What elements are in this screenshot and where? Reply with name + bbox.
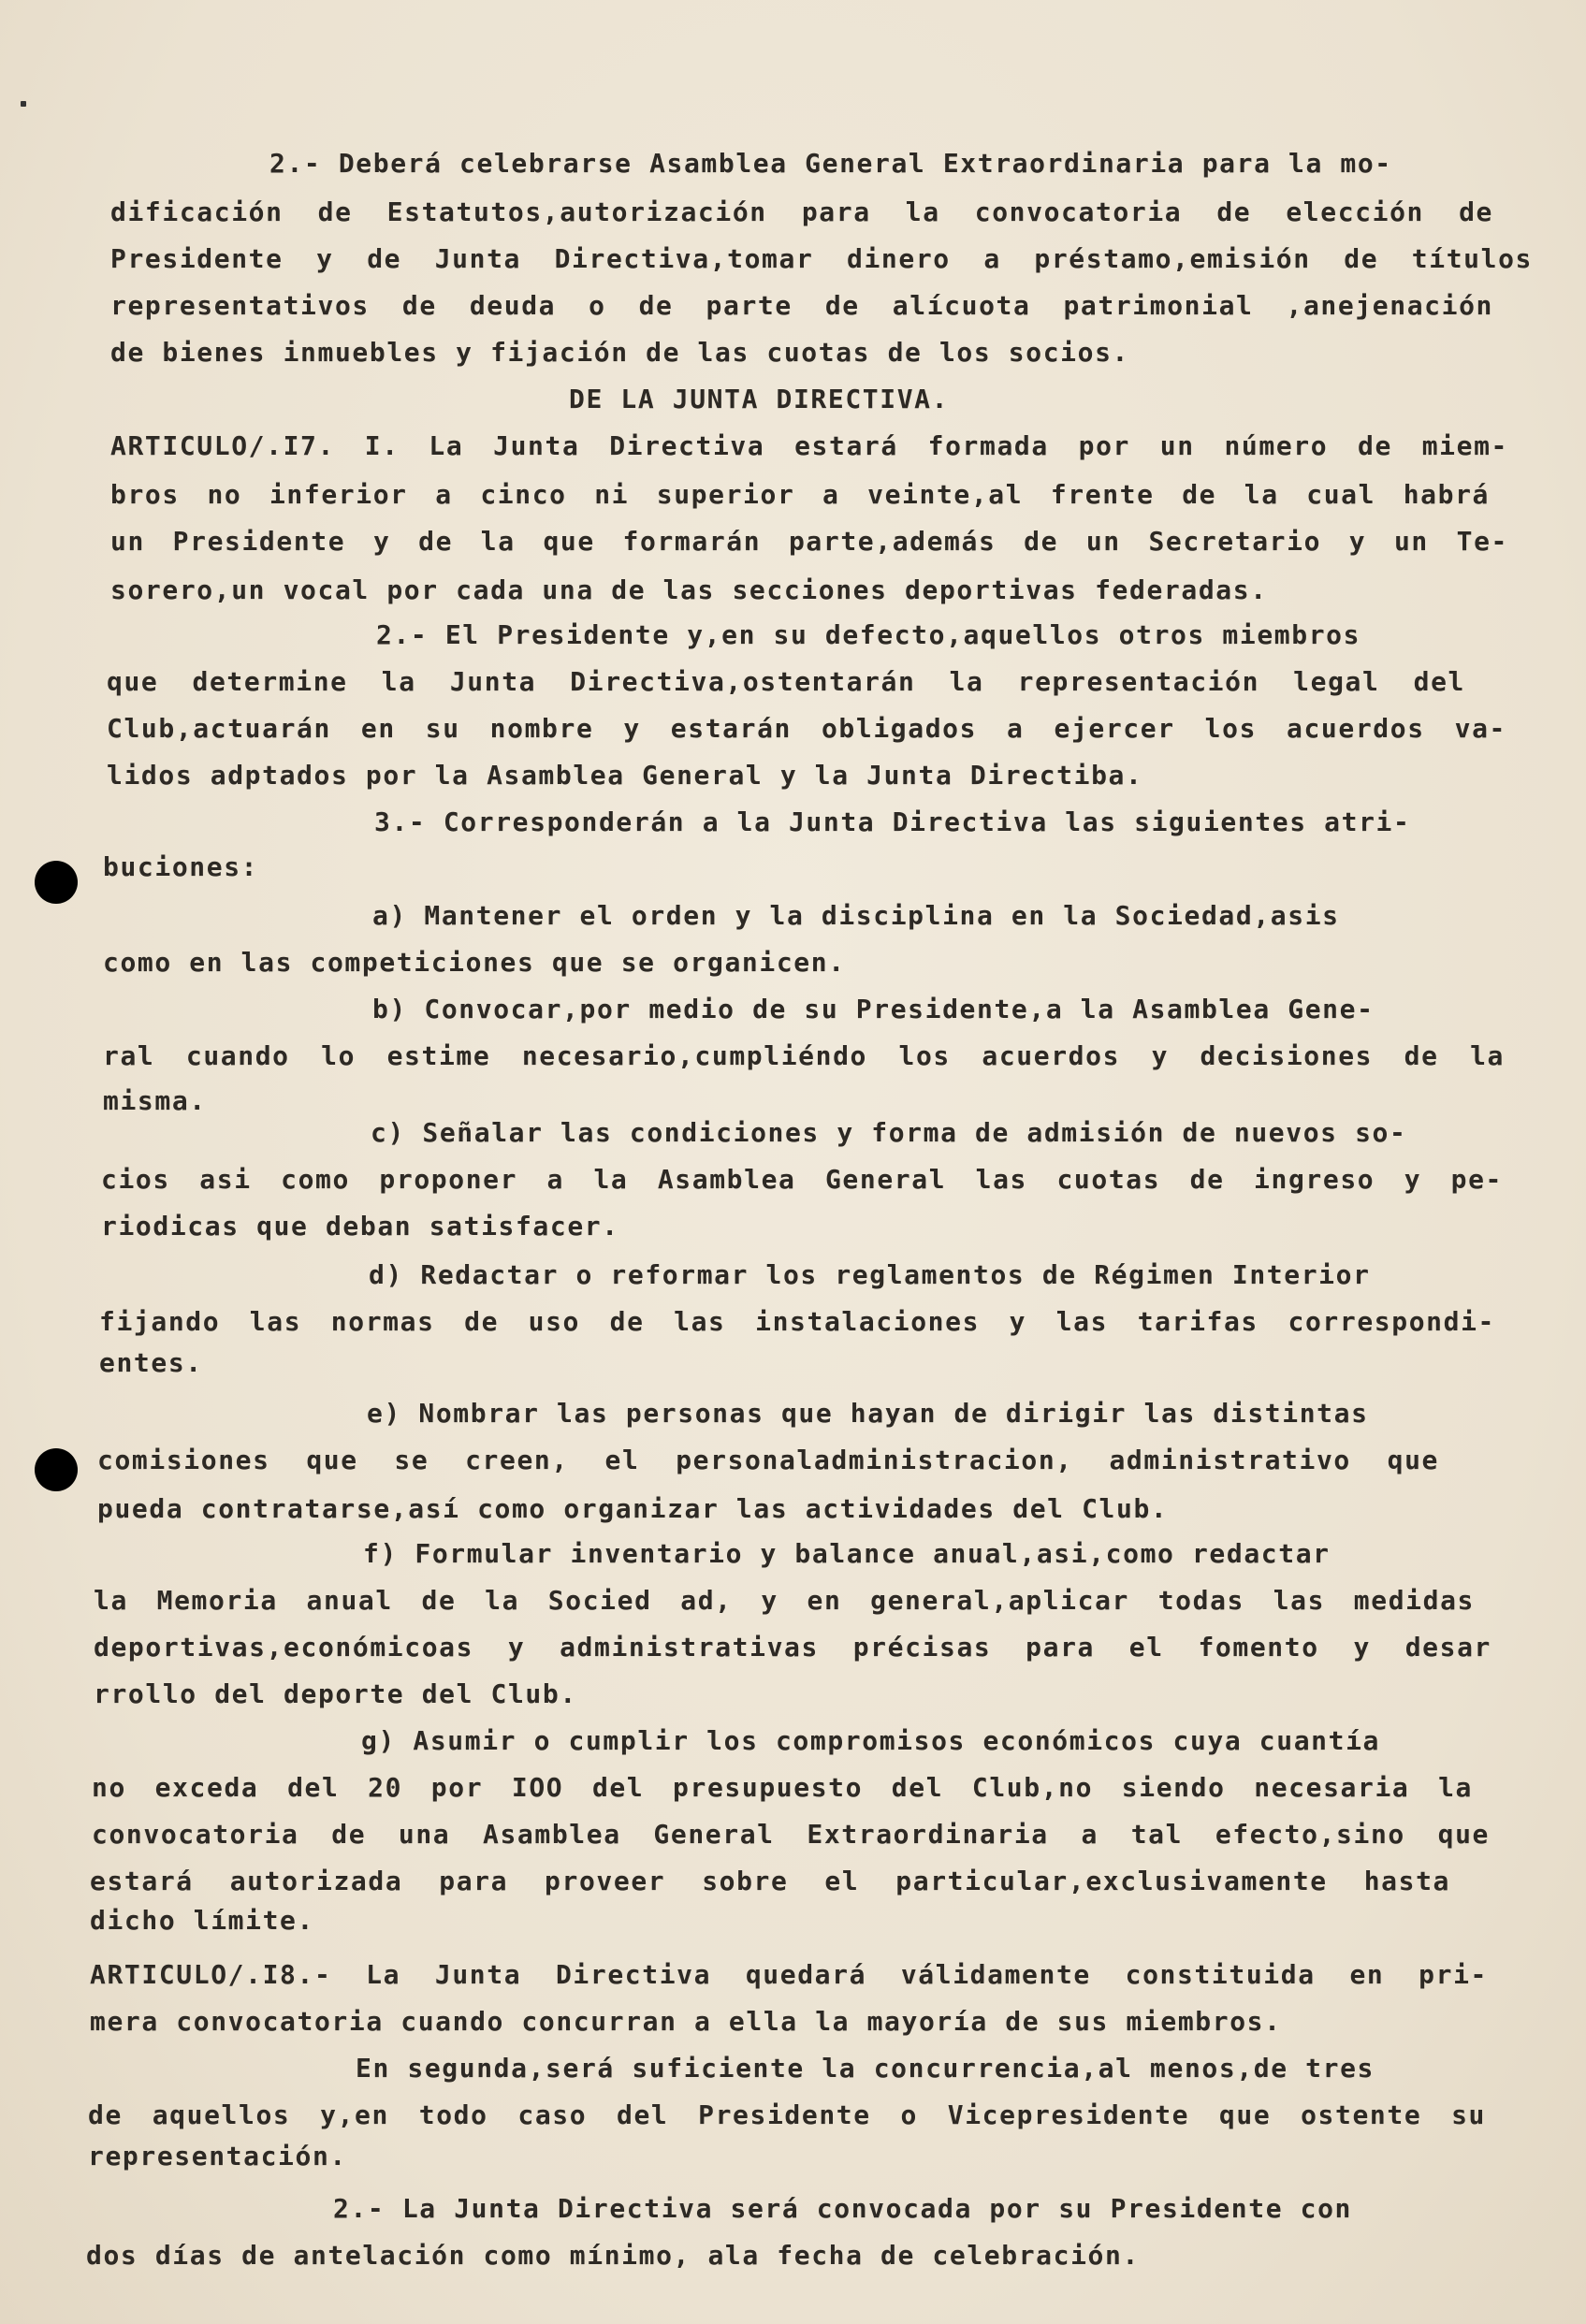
text-line: En segunda,será suficiente la concurrencia,al menos,de tres bbox=[356, 2053, 1375, 2084]
speck-mark bbox=[21, 101, 26, 107]
punch-hole-upper bbox=[35, 861, 78, 904]
text-line: deportivas,económicoas y administrativas précisas para el fomento y desar bbox=[94, 1632, 1491, 1663]
text-line: 2.- La Junta Directiva será convocada por su Presidente con bbox=[333, 2193, 1352, 2224]
text-line: g) Asumir o cumplir los compromisos económicos cuya cuantía bbox=[361, 1725, 1380, 1756]
text-line: 2.- El Presidente y,en su defecto,aquellos otros miembros bbox=[376, 619, 1361, 650]
text-line: f) Formular inventario y balance anual,asi,como redactar bbox=[363, 1538, 1331, 1569]
text-line: como en las competiciones que se organicen. bbox=[103, 947, 846, 978]
text-line: c) Señalar las condiciones y forma de admisión de nuevos so- bbox=[371, 1117, 1407, 1148]
text-line: de bienes inmuebles y fijación de las cuotas de los socios. bbox=[110, 337, 1129, 368]
text-line: 3.- Corresponderán a la Junta Directiva las siguientes atri- bbox=[374, 806, 1411, 837]
text-line: rrollo del deporte del Club. bbox=[94, 1678, 577, 1709]
text-line: un Presidente y de la que formarán parte,además de un Secretario y un Te- bbox=[110, 526, 1508, 557]
text-line: riodicas que deban satisfacer. bbox=[101, 1211, 619, 1242]
text-line: bros no inferior a cinco ni superior a veinte,al frente de la cual habrá bbox=[110, 479, 1490, 510]
text-line: representación. bbox=[88, 2141, 347, 2171]
text-line: buciones: bbox=[103, 851, 259, 882]
text-line: Club,actuarán en su nombre y estarán obligados a ejercer los acuerdos va- bbox=[107, 713, 1506, 744]
text-line: Presidente y de Junta Directiva,tomar dinero a préstamo,emisión de títulos bbox=[110, 243, 1533, 274]
text-line: 2.- Deberá celebrarse Asamblea General Extraordinaria para la mo- bbox=[269, 148, 1392, 179]
text-line: dos días de antelación como mínimo, ala fecha de celebración. bbox=[86, 2240, 1140, 2271]
text-line: comisiones que se creen, el personaladministracion, administrativo que bbox=[97, 1445, 1439, 1475]
text-line: cios asi como proponer a la Asamblea General las cuotas de ingreso y pe- bbox=[101, 1164, 1503, 1195]
text-line: fijando las normas de uso de las instalaciones y las tarifas correspondi- bbox=[99, 1306, 1495, 1337]
section-heading: DE LA JUNTA DIRECTIVA. bbox=[569, 384, 950, 414]
text-line: entes. bbox=[99, 1347, 203, 1378]
text-line: convocatoria de una Asamblea General Extraordinaria a tal efecto,sino que bbox=[92, 1819, 1490, 1850]
text-line: pueda contratarse,así como organizar las actividades del Club. bbox=[97, 1493, 1169, 1524]
text-line: dificación de Estatutos,autorización para la convocatoria de elección de bbox=[110, 196, 1493, 227]
text-line: no exceda del 20 por IOO del presupuesto del Club,no siendo necesaria la bbox=[92, 1772, 1473, 1803]
punch-hole-lower bbox=[35, 1448, 78, 1491]
text-line: que determine la Junta Directiva,ostentarán la representación legal del bbox=[107, 666, 1465, 697]
text-line: a) Mantener el orden y la disciplina en la Sociedad,asis bbox=[372, 900, 1340, 931]
text-line: dicho límite. bbox=[90, 1905, 314, 1936]
text-line: ral cuando lo estime necesario,cumpliéndo los acuerdos y decisiones de la bbox=[103, 1040, 1505, 1071]
text-line: la Memoria anual de la Socied ad, y en general,aplicar todas las medidas bbox=[94, 1585, 1475, 1616]
text-line: d) Redactar o reformar los reglamentos de Régimen Interior bbox=[369, 1259, 1371, 1290]
text-line: b) Convocar,por medio de su Presidente,a la Asamblea Gene- bbox=[372, 994, 1375, 1024]
text-line: e) Nombrar las personas que hayan de dirigir las distintas bbox=[367, 1398, 1369, 1429]
text-line: misma. bbox=[103, 1085, 207, 1116]
text-line: mera convocatoria cuando concurran a ella la mayoría de sus miembros. bbox=[90, 2006, 1282, 2037]
text-line: ARTICULO/.I7. I. La Junta Directiva estará formada por un número de miem- bbox=[110, 430, 1508, 461]
text-line: estará autorizada para proveer sobre el particular,exclusivamente hasta bbox=[90, 1866, 1450, 1896]
text-line: lidos adptados por la Asamblea General y la Junta Directiba. bbox=[107, 760, 1143, 791]
text-line: representativos de deuda o de parte de alícuota patrimonial ,anejenación bbox=[110, 290, 1493, 321]
text-line: de aquellos y,en todo caso del Presidente o Vicepresidente que ostente su bbox=[88, 2099, 1486, 2130]
text-line: ARTICULO/.I8.- La Junta Directiva quedará válidamente constituida en pri- bbox=[90, 1959, 1488, 1990]
text-line: sorero,un vocal por cada una de las secciones deportivas federadas. bbox=[110, 574, 1268, 605]
